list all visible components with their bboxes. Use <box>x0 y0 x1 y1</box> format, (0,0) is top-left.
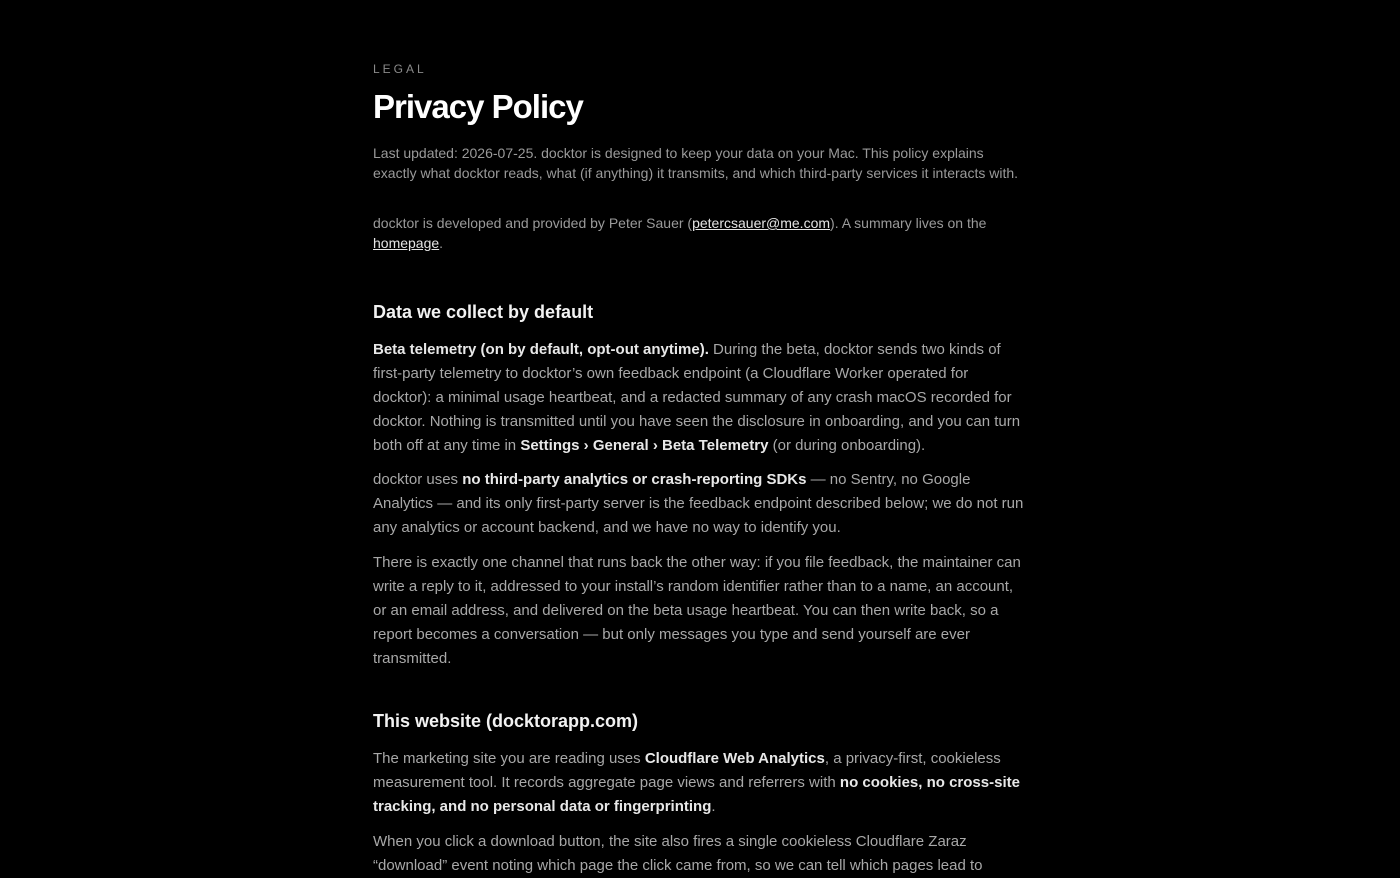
section-heading-default-data: Data we collect by default <box>373 302 594 322</box>
telemetry-body: During the beta, docktor sends two kinds of first-party telemetry to docktor’s own feedback endpoint (a Cloudflare Worker operated for docktor): a minimal usage heartbeat, and a redacted summary of any crash macOS recorded for docktor. Nothing is transmitted until you have seen the disclosure in onboarding, and you can turn both off at any time in <box>373 341 1021 454</box>
reply-channel-paragraph: There is exactly one channel that runs back the other way: if you file feedback, the maintainer can write a reply to it, addressed to your install’s random identifier rather than to a name, an account, or an email address, and delivered on the beta usage heartbeat. You can then write back, so a report becomes a conversation — but only messages you type and send yourself are ever transmitted. <box>373 554 1021 667</box>
web-analytics-paragraph <box>373 747 1028 819</box>
web-analytics-suffix: . <box>711 798 716 815</box>
intro-developer <box>373 214 1028 253</box>
developer-suffix: . <box>439 234 444 251</box>
no-sdk-suffix: — no Sentry, no Google Analytics — and its only first-party server is the feedback endpoint described below; we do not run any analytics or account backend, and we have no way to identify you. <box>373 471 1024 536</box>
no-sdk-bold: no third-party analytics or crash-reporting SDKs <box>462 471 807 488</box>
developer-prefix: docktor is developed and provided by Peter Sauer ( <box>373 215 693 231</box>
developer-middle: ). A summary lives on the <box>830 215 987 231</box>
web-analytics-bold: Cloudflare Web Analytics <box>644 750 825 767</box>
no-cookies-bold: no cookies, no cross-site tracking, and no personal data or fingerprinting <box>373 774 1020 815</box>
web-analytics-prefix: The marketing site you are reading uses <box>373 750 645 767</box>
telemetry-tail: (or during onboarding). <box>768 437 926 454</box>
web-analytics-middle: , a privacy-first, cookieless measurement tool. It records aggregate page views and referrers with <box>373 750 1001 791</box>
download-event-paragraph: When you click a download button, the site also fires a single cookieless Cloudflare Zaraz “download” event noting which page the click came from, so we can tell which pages lead to <box>373 833 983 874</box>
intro-updated: Last updated: 2026-07-25. docktor is designed to keep your data on your Mac. This policy explains exactly what docktor reads, what (if anything) it transmits, and which third-party services it interacts with. <box>373 145 1019 181</box>
section-heading-website: This website (docktorapp.com) <box>373 711 639 731</box>
settings-path: Settings › General › Beta Telemetry <box>520 437 769 454</box>
page-title: Privacy Policy <box>373 88 583 125</box>
telemetry-lead: Beta telemetry (on by default, opt-out anytime). <box>373 341 709 358</box>
telemetry-paragraph <box>373 338 1028 458</box>
homepage-link[interactable]: homepage <box>373 234 440 251</box>
no-sdk-paragraph <box>373 468 1028 540</box>
email-link[interactable]: petercsauer@me.com <box>692 215 831 231</box>
eyebrow-label: LEGAL <box>373 62 427 76</box>
no-sdk-prefix: docktor uses <box>373 471 463 488</box>
